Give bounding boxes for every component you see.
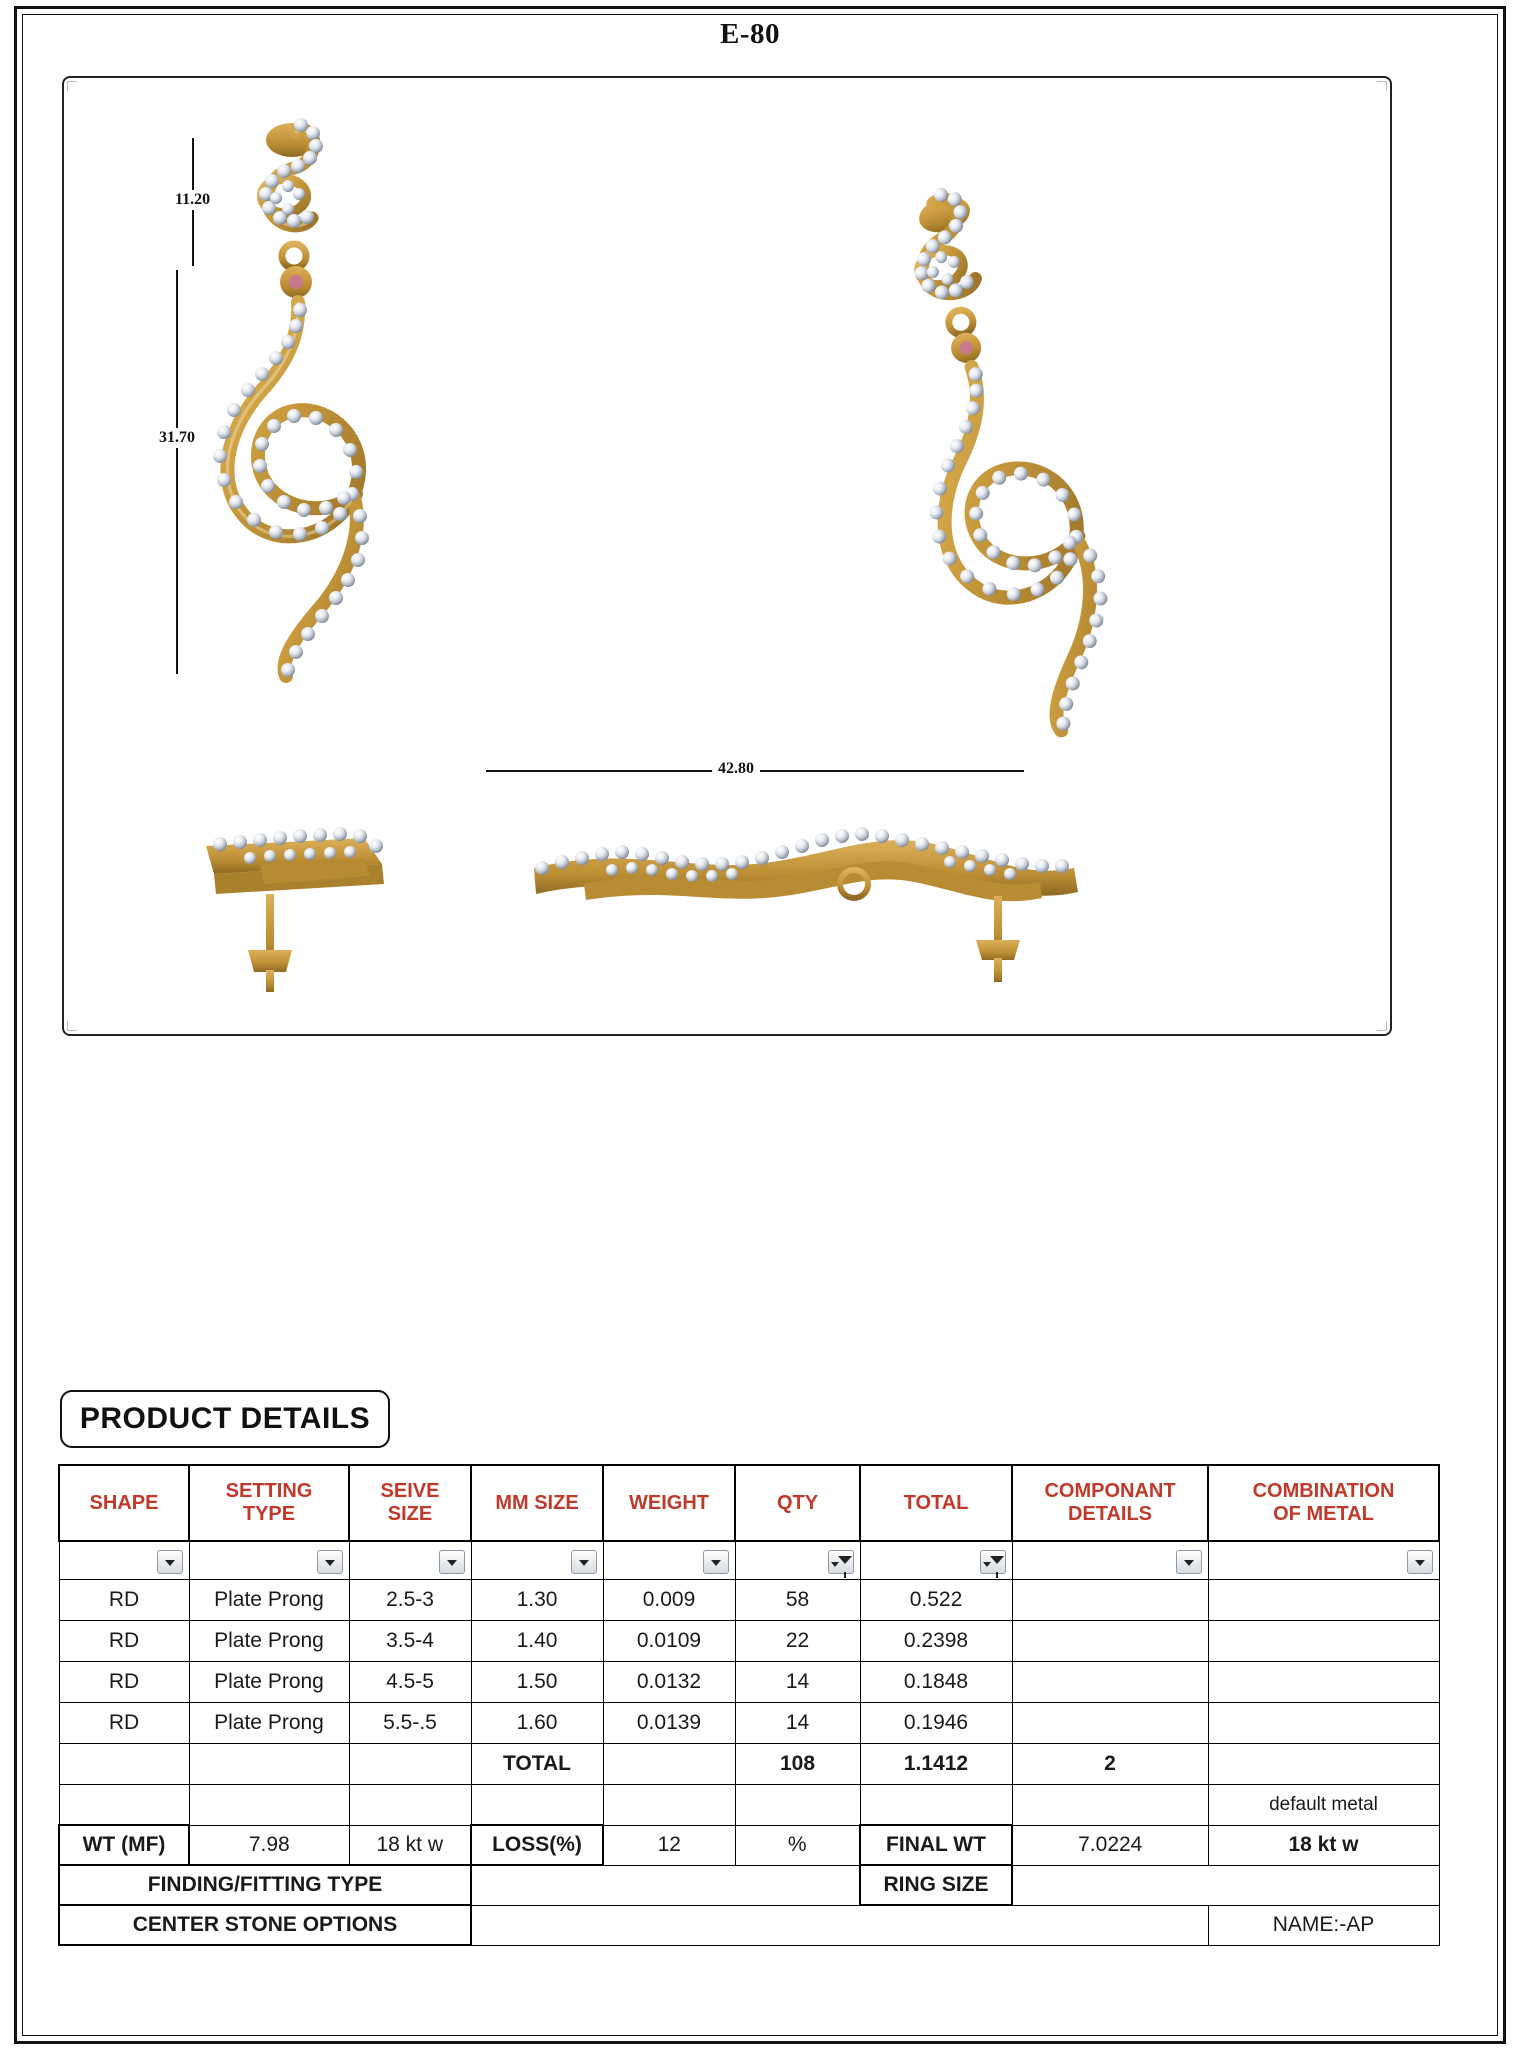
default-metal-note: default metal [1208,1784,1439,1825]
final-wt-value: 7.0224 [1012,1825,1208,1865]
total-row-blank-combination [1208,1743,1439,1784]
cell-setting-type: Plate Prong [189,1579,349,1620]
cell-componant-details [1012,1620,1208,1661]
default-metal-blank-4 [471,1784,603,1825]
chevron-down-icon[interactable] [157,1550,183,1574]
filter-cell-setting-type[interactable] [189,1541,349,1579]
col-header-seive-size-line1: SEIVE [380,1480,440,1502]
technical-drawing-panel [62,76,1392,1036]
table-row [59,1661,1439,1702]
center-stone-options-value[interactable] [471,1905,1208,1945]
cell-shape: RD [59,1620,189,1661]
filter-cell-shape[interactable] [59,1541,189,1579]
earring-side-profile-wide [534,827,1078,982]
dimension-line-3170 [176,270,178,674]
cell-seive-size: 3.5-4 [349,1620,471,1661]
funnel-filter-icon[interactable] [828,1550,854,1574]
final-wt-label: FINAL WT [860,1825,1012,1865]
default-metal-blank-5 [603,1784,735,1825]
designer-name: NAME:-AP [1208,1905,1439,1945]
cell-seive-size: 4.5-5 [349,1661,471,1702]
cell-mm-size: 1.30 [471,1579,603,1620]
default-metal-blank-1 [59,1784,189,1825]
cell-shape: RD [59,1702,189,1743]
cell-qty: 58 [735,1579,860,1620]
table-center-stone-row [59,1905,1439,1945]
ring-size-label: RING SIZE [860,1865,1012,1905]
loss-percent-value: 12 [603,1825,735,1865]
table-row [59,1702,1439,1743]
cell-weight: 0.0132 [603,1661,735,1702]
final-metal-value: 18 kt w [1208,1825,1439,1865]
col-header-componant-details-line2: DETAILS [1067,1503,1153,1525]
cell-combination-of-metal [1208,1661,1439,1702]
cell-componant-details [1012,1702,1208,1743]
col-header-weight-line1: WEIGHT [629,1491,709,1514]
cell-total: 0.2398 [860,1620,1012,1661]
col-header-seive-size [349,1465,471,1541]
earring-front-view [213,118,369,677]
filter-cell-combination-of-metal[interactable] [1208,1541,1439,1579]
col-header-weight [603,1465,735,1541]
col-header-setting-type [189,1465,349,1541]
col-header-combination-line1: COMBINATION [1252,1480,1395,1502]
col-header-shape-line1: SHAPE [89,1491,159,1514]
default-metal-blank-6 [735,1784,860,1825]
dimension-label-1120: 11.20 [172,190,213,210]
chevron-down-icon[interactable] [1176,1550,1202,1574]
cell-combination-of-metal [1208,1620,1439,1661]
col-header-combination-of-metal [1208,1465,1439,1541]
cell-weight: 0.0139 [603,1702,735,1743]
loss-percent-unit: % [735,1825,860,1865]
product-details-table [58,1464,1440,1946]
col-header-qty [735,1465,860,1541]
earring-side-profile-small [206,827,384,992]
wt-mf-label: WT (MF) [59,1825,189,1865]
dimension-label-4280: 42.80 [712,760,760,778]
cell-shape: RD [59,1661,189,1702]
cell-setting-type: Plate Prong [189,1661,349,1702]
filter-cell-total[interactable] [860,1541,1012,1579]
cell-mm-size: 1.50 [471,1661,603,1702]
col-header-qty-line1: QTY [776,1491,819,1514]
cell-setting-type: Plate Prong [189,1620,349,1661]
cell-weight: 0.009 [603,1579,735,1620]
cell-mm-size: 1.40 [471,1620,603,1661]
chevron-down-icon[interactable] [571,1550,597,1574]
cell-total: 0.1946 [860,1702,1012,1743]
col-header-combination-line2: OF METAL [1273,1503,1374,1525]
table-row [59,1620,1439,1661]
cell-qty: 14 [735,1702,860,1743]
finding-fitting-label: FINDING/FITTING TYPE [59,1865,471,1905]
col-header-seive-size-line2: SIZE [387,1503,433,1525]
page-title [24,18,1476,51]
col-header-total [860,1465,1012,1541]
product-details-text: PRODUCT DETAILS [79,1402,371,1435]
funnel-filter-icon[interactable] [980,1550,1006,1574]
cell-seive-size: 2.5-3 [349,1579,471,1620]
cell-total: 0.1848 [860,1661,1012,1702]
default-metal-blank-8 [1012,1784,1208,1825]
total-row-blank-setting [189,1743,349,1784]
cell-qty: 22 [735,1620,860,1661]
table-finding-row [59,1865,1439,1905]
chevron-down-icon[interactable] [317,1550,343,1574]
cell-componant-details [1012,1579,1208,1620]
col-header-mm-size [471,1465,603,1541]
filter-cell-mm-size[interactable] [471,1541,603,1579]
cell-seive-size: 5.5-.5 [349,1702,471,1743]
col-header-setting-type-line1: SETTING [225,1480,313,1502]
col-header-componant-details-line1: COMPONANT [1044,1480,1176,1502]
cell-setting-type: Plate Prong [189,1702,349,1743]
cell-componant-details [1012,1661,1208,1702]
filter-cell-qty[interactable] [735,1541,860,1579]
col-header-mm-size-line1: MM SIZE [495,1491,579,1514]
chevron-down-icon[interactable] [1407,1550,1433,1574]
total-row-componant-details: 2 [1012,1743,1208,1784]
cell-combination-of-metal [1208,1579,1439,1620]
table-header-row [59,1465,1439,1541]
finding-fitting-value[interactable] [471,1865,860,1905]
default-metal-blank-7 [860,1784,1012,1825]
table-filter-row [59,1541,1439,1579]
total-row-blank-seive [349,1743,471,1784]
earring-perspective-view [840,173,1143,750]
col-header-shape [59,1465,189,1541]
total-row-qty: 108 [735,1743,860,1784]
filter-cell-seive-size[interactable] [349,1541,471,1579]
center-stone-options-label: CENTER STONE OPTIONS [59,1905,471,1945]
cell-qty: 14 [735,1661,860,1702]
earring-renders [64,78,1392,1036]
chevron-down-icon[interactable] [439,1550,465,1574]
total-row-label: TOTAL [471,1743,603,1784]
total-row-total: 1.1412 [860,1743,1012,1784]
page-title-text: E-80 [720,18,780,50]
cell-combination-of-metal [1208,1702,1439,1743]
default-metal-blank-3 [349,1784,471,1825]
total-row-blank-shape [59,1743,189,1784]
cell-total: 0.522 [860,1579,1012,1620]
wt-mf-value: 7.98 [189,1825,349,1865]
table-total-row [59,1743,1439,1784]
product-details-section-label [60,1390,390,1448]
dimension-label-3170: 31.70 [156,428,198,448]
table-summary-row [59,1825,1439,1865]
filter-cell-componant-details[interactable] [1012,1541,1208,1579]
loss-percent-label: LOSS(%) [471,1825,603,1865]
table-default-metal-row [59,1784,1439,1825]
filter-cell-weight[interactable] [603,1541,735,1579]
col-header-componant-details [1012,1465,1208,1541]
total-row-blank-weight [603,1743,735,1784]
col-header-total-line1: TOTAL [903,1491,969,1514]
cell-shape: RD [59,1579,189,1620]
cell-weight: 0.0109 [603,1620,735,1661]
cell-mm-size: 1.60 [471,1702,603,1743]
ring-size-value[interactable] [1012,1865,1439,1905]
chevron-down-icon[interactable] [703,1550,729,1574]
col-header-setting-type-line2: TYPE [242,1503,296,1525]
table-row [59,1579,1439,1620]
metal-karat-value: 18 kt w [349,1825,471,1865]
default-metal-blank-2 [189,1784,349,1825]
